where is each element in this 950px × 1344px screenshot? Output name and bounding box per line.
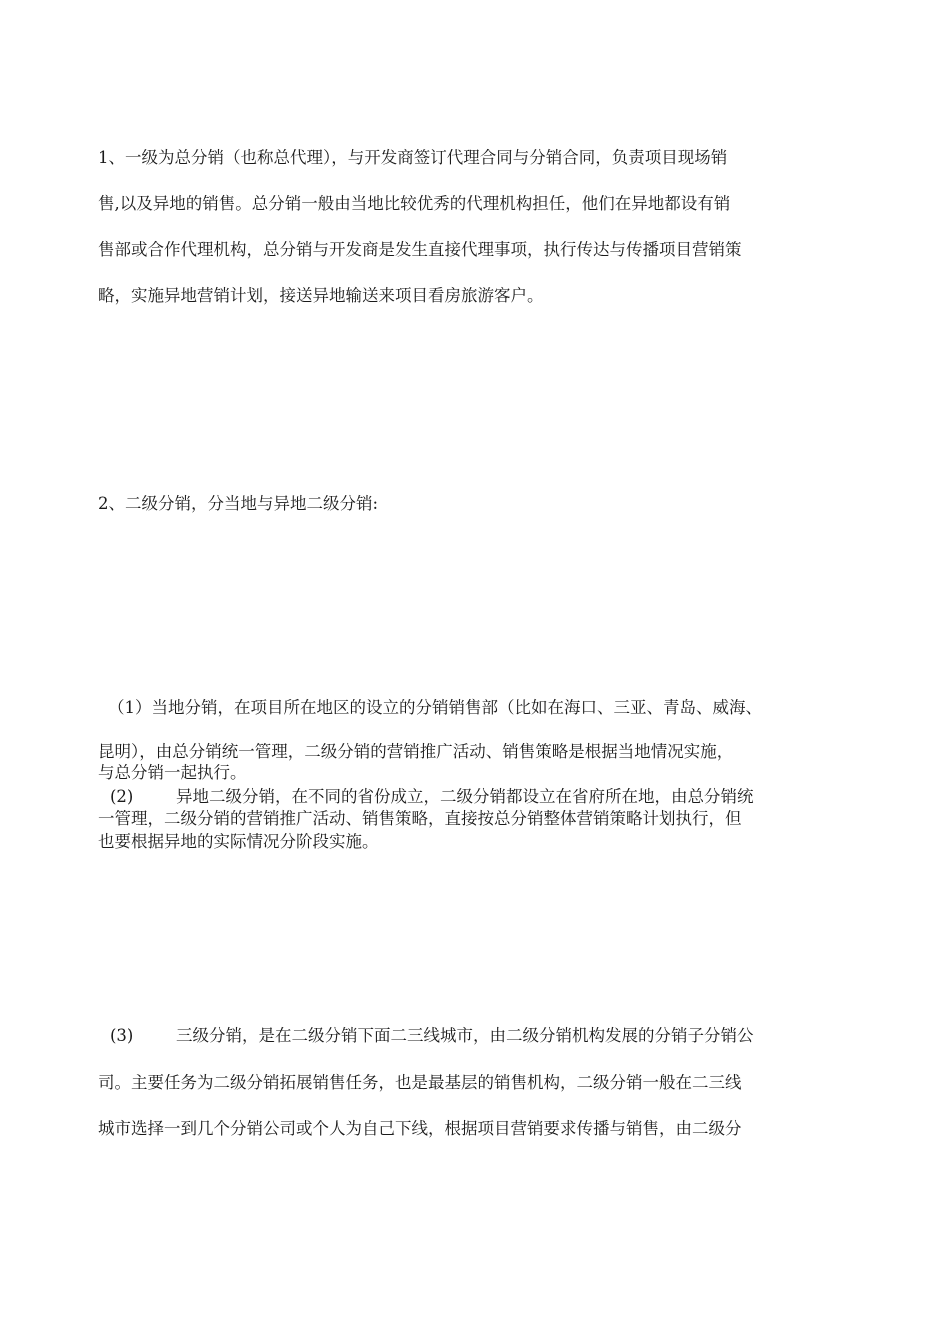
text-line: 司。主要任务为二级分销拓展销售任务，也是最基层的销售机构，二级分销一般在二三线 <box>98 1073 742 1092</box>
text-line: 略，实施异地营销计划，接送异地输送来项目看房旅游客户。 <box>98 286 544 305</box>
text-line: （1）当地分销，在项目所在地区的设立的分销销售部（比如在海口、三亚、青岛、威海、 <box>108 698 762 717</box>
list-number: (3) <box>110 1026 134 1045</box>
text-segment: 三级分销，是在二级分销下面二三线城市，由二级分销机构发展的分销子分销公 <box>176 1026 754 1045</box>
text-line: 昆明），由总分销统一管理，二级分销的营销推广活动、销售策略是根据当地情况实施， <box>98 742 734 761</box>
text-line: 一管理，二级分销的营销推广活动、销售策略，直接按总分销整体营销策略计划执行，但 <box>98 809 742 828</box>
text-line: 售部或合作代理机构，总分销与开发商是发生直接代理事项，执行传达与传播项目营销策 <box>98 240 742 259</box>
text-line <box>110 1026 754 1046</box>
text-line <box>110 787 754 807</box>
text-line: 售,以及异地的销售。总分销一般由当地比较优秀的代理机构担任，他们在异地都设有销 <box>98 194 731 213</box>
list-number: (2) <box>110 787 134 806</box>
text-line: 与总分销一起执行。 <box>98 763 247 782</box>
text-line: 也要根据异地的实际情况分阶段实施。 <box>98 832 379 851</box>
text-line: 2、二级分销，分当地与异地二级分销: <box>98 494 379 513</box>
text-line: 1、一级为总分销（也称总代理），与开发商签订代理合同与分销合同，负责项目现场销 <box>98 148 728 167</box>
text-segment: 异地二级分销，在不同的省份成立，二级分销都设立在省府所在地，由总分销统 <box>176 787 754 806</box>
text-line: 城市选择一到几个分销公司或个人为自己下线，根据项目营销要求传播与销售，由二级分 <box>98 1119 742 1138</box>
